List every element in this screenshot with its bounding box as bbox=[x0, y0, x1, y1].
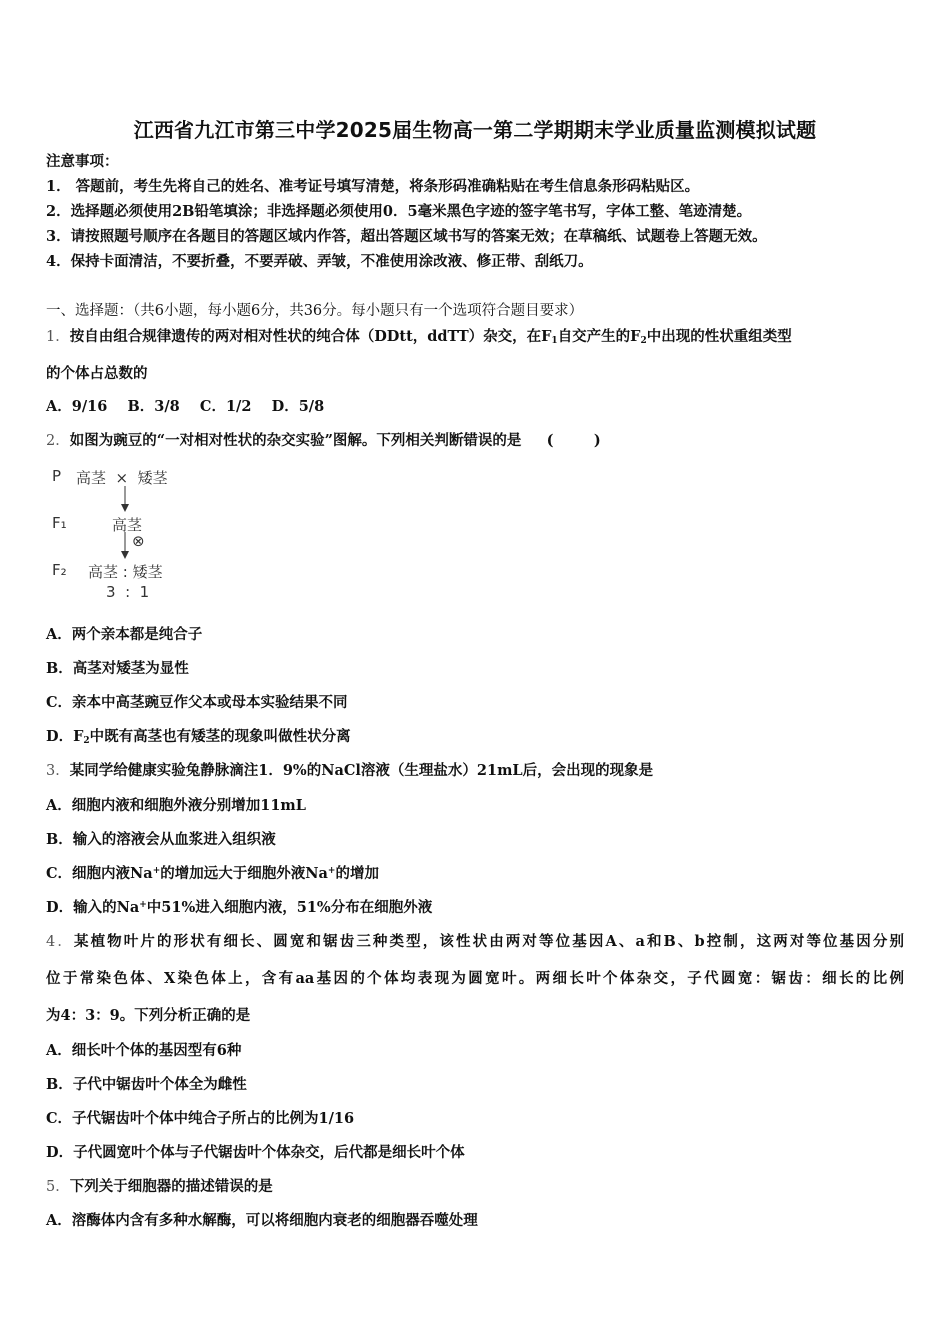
question-3-stem: 3．某同学给健康实验兔静脉滴注1．9%的NaCl溶液（生理盐水）21mL后，会出现的现象是 bbox=[46, 762, 654, 779]
section-heading: 一、选择题：（共6小题，每小题6分，共36分。每小题只有一个选项符合题目要求） bbox=[46, 303, 584, 319]
question-3-option-c: C．细胞内液Na+的增加远大于细胞外液Na+的增加 bbox=[46, 865, 379, 882]
question-3-option-d: D．输入的Na+中51%进入细胞内液，51%分布在细胞外液 bbox=[46, 899, 433, 916]
question-5-stem: 5．下列关于细胞器的描述错误的是 bbox=[46, 1178, 273, 1195]
question-3-option-b: B．输入的溶液会从血浆进入组织液 bbox=[46, 831, 276, 848]
question-2-stem: 2．如图为豌豆的“一对相对性状的杂交实验”图解。下列相关判断错误的是 ( ) bbox=[46, 432, 601, 449]
question-2-option-a: A．两个亲本都是纯合子 bbox=[46, 626, 203, 643]
question-4-option-b: B．子代中锯齿叶个体全为雌性 bbox=[46, 1076, 247, 1093]
question-4-option-a: A．细长叶个体的基因型有6种 bbox=[46, 1042, 242, 1059]
f2-text: 高茎 : 矮茎 bbox=[88, 563, 163, 581]
question-number: 3． bbox=[46, 763, 70, 779]
parent-cross-text: 高茎 × 矮茎 bbox=[76, 469, 168, 487]
note-item-1: 1． 答题前，考生先将自己的姓名、准考证号填写清楚，将条形码准确粘贴在考生信息条形码粘贴区。 bbox=[46, 178, 700, 195]
note-item-3: 3．请按照题号顺序在各题目的答题区域内作答，超出答题区域书写的答案无效；在草稿纸、试题卷上答题无效。 bbox=[46, 228, 767, 245]
question-5-option-a: A．溶酶体内含有多种水解酶，可以将细胞内衰老的细胞器吞噬处理 bbox=[46, 1212, 478, 1229]
generation-f1-label: F₁ bbox=[52, 514, 67, 532]
arrow-head-p-f1 bbox=[121, 504, 129, 512]
question-number: 4． bbox=[46, 934, 74, 950]
question-1-options: A．9/16 B．3/8 C．1/2 D．5/8 bbox=[46, 398, 325, 415]
question-4-option-d: D．子代圆宽叶个体与子代锯齿叶个体杂交，后代都是细长叶个体 bbox=[46, 1144, 465, 1161]
generation-f2-label: F₂ bbox=[52, 561, 67, 579]
note-item-4: 4．保持卡面清洁，不要折叠，不要弄破、弄皱，不准使用涂改液、修正带、刮纸刀。 bbox=[46, 253, 593, 270]
question-4-stem: 4．某植物叶片的形状有细长、圆宽和锯齿三种类型，该性状由两对等位基因A、a和B、b控制，这两对等位基因分别 bbox=[46, 933, 904, 950]
generation-p-label: P bbox=[52, 467, 62, 485]
question-1-stem: 1．按自由组合规律遗传的两对相对性状的纯合体（DDtt，ddTT）杂交，在$F_1$自交产生的$F_2$中出现的性状重组类型 bbox=[46, 328, 792, 346]
question-number: 5． bbox=[46, 1179, 70, 1195]
question-4-stem-cont-2: 为4：3：9。下列分析正确的是 bbox=[46, 1007, 251, 1024]
question-2-option-d: D．$F_2$中既有高茎也有矮茎的现象叫做性状分离 bbox=[46, 728, 351, 746]
page-title: 江西省九江市第三中学2025届生物高一第二学期期末学业质量监测模拟试题 bbox=[133, 118, 817, 142]
f2-ratio: 3 : 1 bbox=[106, 583, 150, 601]
question-2-option-c: C．亲本中高茎豌豆作父本或母本实验结果不同 bbox=[46, 694, 348, 711]
question-3-option-a: A．细胞内液和细胞外液分别增加11mL bbox=[46, 797, 306, 814]
note-item-2: 2．选择题必须使用2B铅笔填涂；非选择题必须使用0．5毫米黑色字迹的签字笔书写，字体工整、笔迹清楚。 bbox=[46, 203, 752, 220]
question-4-option-c: C．子代锯齿叶个体中纯合子所占的比例为1/16 bbox=[46, 1110, 355, 1127]
question-number: 2． bbox=[46, 433, 70, 449]
question-4-stem-cont-1: 位于常染色体、X染色体上，含有aa基因的个体均表现为圆宽叶。两细长叶个体杂交，子代圆宽：锯齿：细长的比例 bbox=[46, 970, 904, 987]
question-number: 1． bbox=[46, 329, 70, 345]
cross-diagram bbox=[50, 462, 200, 604]
question-1-stem-cont: 的个体占总数的 bbox=[46, 365, 148, 382]
cross-arrows bbox=[50, 462, 200, 604]
notes-heading: 注意事项： bbox=[46, 153, 119, 170]
selfing-symbol: ⊗ bbox=[132, 532, 145, 550]
arrow-head-f1-f2 bbox=[121, 551, 129, 559]
question-2-option-b: B．高茎对矮茎为显性 bbox=[46, 660, 189, 677]
f1-text: 高茎 bbox=[112, 516, 143, 534]
